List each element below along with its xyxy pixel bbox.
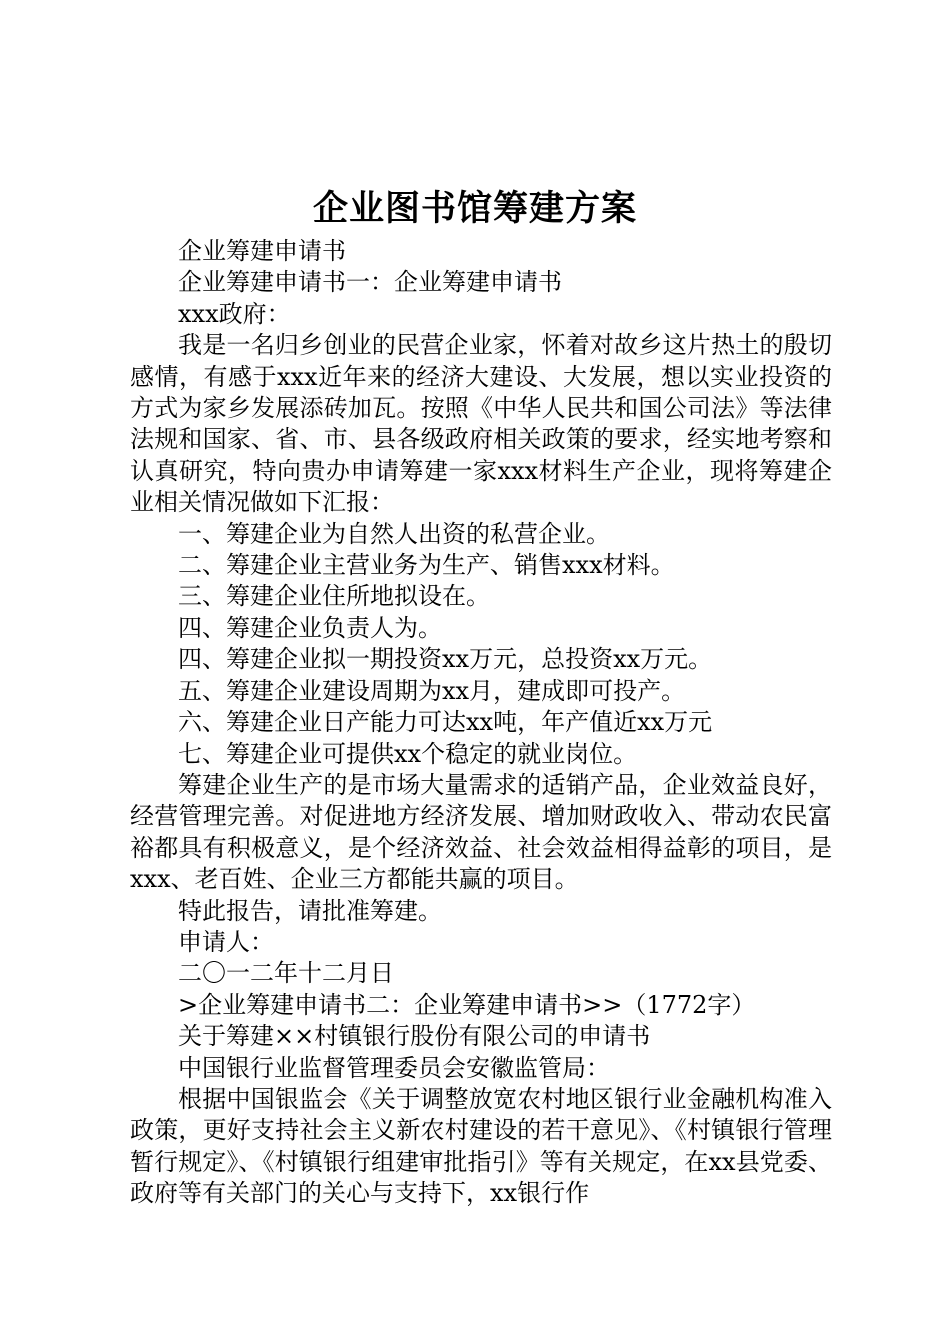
paragraph: 一、筹建企业为自然人出资的私营企业。 — [178, 519, 610, 548]
paragraph: 三、筹建企业住所地拟设在。 — [178, 582, 490, 611]
paragraph: 二〇一二年十二月日 — [178, 959, 394, 988]
paragraph: 特此报告，请批准筹建。 — [178, 896, 442, 925]
paragraph: 根据中国银监会《关于调整放宽农村地区银行业金融机构准入政策，更好支持社会主义新农村建设的若干意见》、《村镇银行管理暂行规定》、《村镇银行组建审批指引》等有关规定，在xx县党委、政府等有关部门的关心与支持下，xx银行作 — [130, 1084, 832, 1208]
paragraph: 我是一名归乡创业的民营企业家，怀着对故乡这片热土的殷切感情，有感于xxx近年来的经济大建设、大发展，想以实业投资的方式为家乡发展添砖加瓦。按照《中华人民共和国公司法》等法律法规和国家、省、市、县各级政府相关政策的要求，经实地考察和认真研究，特向贵办申请筹建一家xxx材料生产企业，现将筹建企业相关情况做如下汇报： — [130, 331, 832, 517]
paragraph: 筹建企业生产的是市场大量需求的适销产品，企业效益良好，经营管理完善。对促进地方经济发展、增加财政收入、带动农民富裕都具有积极意义，是个经济效益、社会效益相得益彰的项目，是xxx、老百姓、企业三方都能共赢的项目。 — [130, 770, 832, 894]
paragraph: 企业筹建申请书一：企业筹建申请书 — [178, 268, 562, 297]
paragraph: 五、筹建企业建设周期为xx月，建成即可投产。 — [178, 676, 686, 705]
paragraph: xxx政府： — [178, 299, 291, 328]
paragraph: 六、筹建企业日产能力可达xx吨，年产值近xx万元 — [178, 708, 713, 737]
document-title: 企业图书馆筹建方案 — [312, 188, 637, 229]
paragraph: 七、筹建企业可提供xx个稳定的就业岗位。 — [178, 739, 638, 768]
paragraph: 关于筹建××村镇银行股份有限公司的申请书 — [178, 1022, 651, 1051]
paragraph: 中国银行业监督管理委员会安徽监管局： — [178, 1053, 610, 1082]
paragraph: 四、筹建企业拟一期投资xx万元，总投资xx万元。 — [178, 645, 713, 674]
paragraph: >企业筹建申请书二：企业筹建申请书>>（1772字） — [178, 990, 756, 1019]
document-body — [130, 236, 832, 1210]
paragraph: 二、筹建企业主营业务为生产、销售xxx材料。 — [178, 551, 675, 580]
paragraph: 四、筹建企业负责人为。 — [178, 613, 442, 642]
paragraph: 申请人： — [178, 927, 274, 956]
paragraph: 企业筹建申请书 — [178, 237, 346, 265]
